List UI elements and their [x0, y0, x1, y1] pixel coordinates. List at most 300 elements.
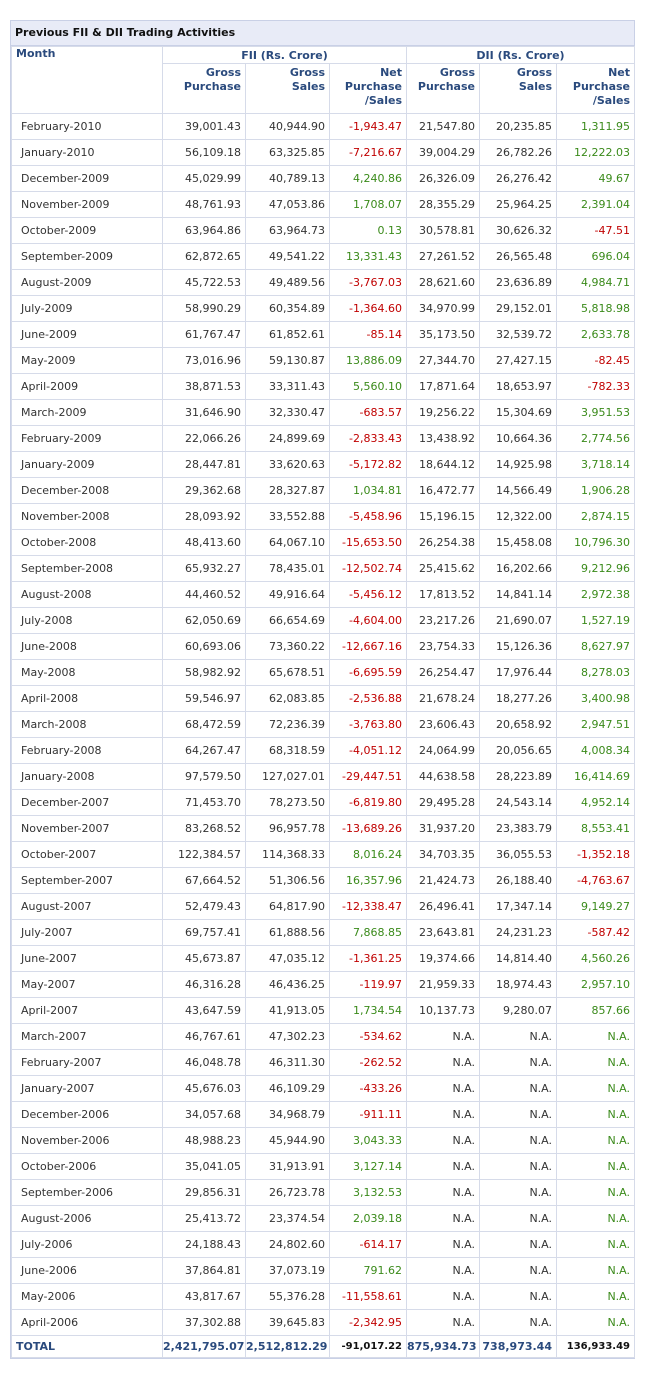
dii-gross-sales-cell: 29,152.01: [480, 296, 557, 322]
dii-gross-purchase-cell: 26,326.09: [407, 166, 480, 192]
dii-gross-purchase-cell: 17,871.64: [407, 374, 480, 400]
dii-gross-purchase-cell: N.A.: [407, 1154, 480, 1180]
dii-gross-sales-cell: 17,976.44: [480, 660, 557, 686]
fii-gross-sales-cell: 37,073.19: [246, 1258, 330, 1284]
fii-net-cell: -433.26: [330, 1076, 407, 1102]
fii-net-cell: -7,216.67: [330, 140, 407, 166]
table-row: [12, 790, 635, 816]
fii-net-cell: -1,364.60: [330, 296, 407, 322]
dii-net-cell: 8,278.03: [557, 660, 635, 686]
fii-gross-purchase-cell: 35,041.05: [163, 1154, 246, 1180]
table-row: [12, 1206, 635, 1232]
fii-gross-purchase-cell: 68,472.59: [163, 712, 246, 738]
dii-gross-purchase-cell: 25,415.62: [407, 556, 480, 582]
month-cell: January-2008: [12, 764, 163, 790]
table-row: [12, 556, 635, 582]
fii-net-header: Net Purchase /Sales: [330, 64, 407, 114]
fii-gross-sales-cell: 63,325.85: [246, 140, 330, 166]
fii-net-cell: -2,536.88: [330, 686, 407, 712]
fii-net-cell: -614.17: [330, 1232, 407, 1258]
month-cell: September-2006: [12, 1180, 163, 1206]
fii-gross-purchase-cell: 45,029.99: [163, 166, 246, 192]
fii-net-cell: -12,667.16: [330, 634, 407, 660]
fii-net-cell: 1,034.81: [330, 478, 407, 504]
fii-gross-purchase-cell: 48,413.60: [163, 530, 246, 556]
fii-gross-purchase-cell: 22,066.26: [163, 426, 246, 452]
month-cell: January-2010: [12, 140, 163, 166]
month-cell: July-2006: [12, 1232, 163, 1258]
dii-gross-sales-cell: 23,636.89: [480, 270, 557, 296]
month-cell: November-2009: [12, 192, 163, 218]
fii-net-cell: 4,240.86: [330, 166, 407, 192]
dii-net-cell: 4,560.26: [557, 946, 635, 972]
fii-gross-sales-cell: 32,330.47: [246, 400, 330, 426]
fii-gross-sales-cell: 46,109.29: [246, 1076, 330, 1102]
fii-gross-sales-cell: 31,913.91: [246, 1154, 330, 1180]
table-row: [12, 452, 635, 478]
total-fii-gross-purchase: 2,421,795.07: [163, 1336, 246, 1358]
fii-gross-sales-cell: 127,027.01: [246, 764, 330, 790]
fii-gross-purchase-cell: 43,817.67: [163, 1284, 246, 1310]
fii-net-cell: -3,763.80: [330, 712, 407, 738]
month-cell: February-2007: [12, 1050, 163, 1076]
dii-gross-sales-cell: 26,276.42: [480, 166, 557, 192]
dii-net-cell: 3,951.53: [557, 400, 635, 426]
fii-net-cell: -3,767.03: [330, 270, 407, 296]
fii-gross-sales-cell: 78,435.01: [246, 556, 330, 582]
table-row: [12, 1128, 635, 1154]
dii-gross-sales-cell: N.A.: [480, 1050, 557, 1076]
month-cell: September-2007: [12, 868, 163, 894]
dii-gross-sales-cell: N.A.: [480, 1102, 557, 1128]
table-row: [12, 816, 635, 842]
dii-net-cell: 2,957.10: [557, 972, 635, 998]
fii-gross-purchase-cell: 58,990.29: [163, 296, 246, 322]
table-row: [12, 1180, 635, 1206]
fii-gross-purchase-cell: 37,302.88: [163, 1310, 246, 1336]
table-row: [12, 1050, 635, 1076]
dii-net-cell: 2,947.51: [557, 712, 635, 738]
fii-gross-purchase-cell: 97,579.50: [163, 764, 246, 790]
dii-gross-sales-cell: 28,223.89: [480, 764, 557, 790]
dii-gross-purchase-cell: 21,547.80: [407, 114, 480, 140]
dii-net-cell: 10,796.30: [557, 530, 635, 556]
table-row: [12, 712, 635, 738]
fii-gross-sales-cell: 51,306.56: [246, 868, 330, 894]
dii-net-cell: 1,311.95: [557, 114, 635, 140]
fii-gross-sales-cell: 49,541.22: [246, 244, 330, 270]
dii-gross-sales-cell: 23,383.79: [480, 816, 557, 842]
fii-net-cell: -262.52: [330, 1050, 407, 1076]
table-row: [12, 218, 635, 244]
fii-gross-sales-cell: 47,302.23: [246, 1024, 330, 1050]
fii-gross-sales-cell: 45,944.90: [246, 1128, 330, 1154]
dii-gross-sales-cell: N.A.: [480, 1284, 557, 1310]
dii-gross-purchase-cell: 19,374.66: [407, 946, 480, 972]
dii-net-cell: N.A.: [557, 1310, 635, 1336]
table-row: [12, 634, 635, 660]
dii-net-cell: -782.33: [557, 374, 635, 400]
dii-gross-purchase-cell: N.A.: [407, 1284, 480, 1310]
month-cell: December-2006: [12, 1102, 163, 1128]
month-cell: December-2008: [12, 478, 163, 504]
table-row: [12, 530, 635, 556]
table-row: [12, 374, 635, 400]
month-cell: November-2007: [12, 816, 163, 842]
fii-net-cell: -11,558.61: [330, 1284, 407, 1310]
fii-gross-purchase-cell: 52,479.43: [163, 894, 246, 920]
fii-gross-sales-cell: 24,802.60: [246, 1232, 330, 1258]
table-row: [12, 1310, 635, 1336]
dii-gross-purchase-cell: N.A.: [407, 1128, 480, 1154]
total-dii-gross-sales: 738,973.44: [480, 1336, 557, 1358]
dii-gross-sales-cell: 32,539.72: [480, 322, 557, 348]
fii-net-cell: -13,689.26: [330, 816, 407, 842]
month-cell: May-2006: [12, 1284, 163, 1310]
month-cell: June-2008: [12, 634, 163, 660]
dii-gross-sales-cell: 14,841.14: [480, 582, 557, 608]
dii-gross-sales-cell: 9,280.07: [480, 998, 557, 1024]
table-row: [12, 738, 635, 764]
fii-gross-purchase-cell: 58,982.92: [163, 660, 246, 686]
dii-gross-purchase-cell: 26,254.47: [407, 660, 480, 686]
table-row: [12, 296, 635, 322]
month-cell: April-2009: [12, 374, 163, 400]
table-row: [12, 660, 635, 686]
fii-net-cell: -5,456.12: [330, 582, 407, 608]
month-cell: January-2009: [12, 452, 163, 478]
dii-gross-purchase-cell: 21,424.73: [407, 868, 480, 894]
dii-gross-sales-cell: 24,543.14: [480, 790, 557, 816]
fii-gross-purchase-cell: 44,460.52: [163, 582, 246, 608]
table-row: [12, 114, 635, 140]
table-row: [12, 842, 635, 868]
fii-gross-purchase-cell: 45,673.87: [163, 946, 246, 972]
fii-gross-sales-cell: 64,067.10: [246, 530, 330, 556]
month-cell: October-2008: [12, 530, 163, 556]
table-row: [12, 140, 635, 166]
fii-group-header: FII (Rs. Crore): [163, 47, 407, 64]
dii-net-cell: N.A.: [557, 1232, 635, 1258]
dii-gross-purchase-cell: 31,937.20: [407, 816, 480, 842]
group-header-row: [12, 47, 635, 64]
month-cell: October-2006: [12, 1154, 163, 1180]
dii-net-cell: 3,400.98: [557, 686, 635, 712]
month-cell: September-2009: [12, 244, 163, 270]
dii-net-cell: 4,984.71: [557, 270, 635, 296]
table-row: [12, 244, 635, 270]
table-row: [12, 764, 635, 790]
dii-net-cell: N.A.: [557, 1206, 635, 1232]
dii-net-cell: 2,633.78: [557, 322, 635, 348]
dii-gross-purchase-cell: 23,643.81: [407, 920, 480, 946]
fii-gross-purchase-cell: 43,647.59: [163, 998, 246, 1024]
fii-gross-sales-cell: 40,789.13: [246, 166, 330, 192]
dii-gross-sales-cell: 30,626.32: [480, 218, 557, 244]
fii-gross-purchase-cell: 46,048.78: [163, 1050, 246, 1076]
month-cell: July-2007: [12, 920, 163, 946]
table-row: [12, 1258, 635, 1284]
dii-net-cell: -587.42: [557, 920, 635, 946]
fii-net-cell: -2,342.95: [330, 1310, 407, 1336]
fii-gross-sales-cell: 78,273.50: [246, 790, 330, 816]
dii-gross-sales-cell: 18,653.97: [480, 374, 557, 400]
dii-gross-purchase-header: Gross Purchase: [407, 64, 480, 114]
fii-gross-purchase-cell: 63,964.86: [163, 218, 246, 244]
dii-net-header: Net Purchase /Sales: [557, 64, 635, 114]
fii-net-cell: 7,868.85: [330, 920, 407, 946]
dii-gross-sales-cell: 20,235.85: [480, 114, 557, 140]
table-row: [12, 1284, 635, 1310]
dii-gross-sales-cell: 27,427.15: [480, 348, 557, 374]
fii-gross-purchase-cell: 37,864.81: [163, 1258, 246, 1284]
dii-gross-purchase-cell: N.A.: [407, 1206, 480, 1232]
table-row: [12, 686, 635, 712]
dii-gross-purchase-cell: N.A.: [407, 1076, 480, 1102]
fii-gross-sales-cell: 66,654.69: [246, 608, 330, 634]
dii-gross-sales-cell: 16,202.66: [480, 556, 557, 582]
fii-net-cell: 791.62: [330, 1258, 407, 1284]
month-cell: December-2009: [12, 166, 163, 192]
dii-gross-purchase-cell: 39,004.29: [407, 140, 480, 166]
fii-gross-purchase-cell: 67,664.52: [163, 868, 246, 894]
fii-gross-sales-cell: 63,964.73: [246, 218, 330, 244]
fii-gross-sales-cell: 61,888.56: [246, 920, 330, 946]
dii-gross-purchase-cell: 23,606.43: [407, 712, 480, 738]
fii-net-cell: -12,338.47: [330, 894, 407, 920]
month-cell: February-2009: [12, 426, 163, 452]
dii-gross-sales-cell: 17,347.14: [480, 894, 557, 920]
dii-net-cell: N.A.: [557, 1258, 635, 1284]
fii-net-cell: 1,734.54: [330, 998, 407, 1024]
fii-net-cell: -6,819.80: [330, 790, 407, 816]
dii-gross-sales-cell: N.A.: [480, 1310, 557, 1336]
fii-net-cell: 3,043.33: [330, 1128, 407, 1154]
dii-net-cell: 1,527.19: [557, 608, 635, 634]
table-row: [12, 270, 635, 296]
table-row: [12, 998, 635, 1024]
dii-gross-sales-cell: 24,231.23: [480, 920, 557, 946]
fii-gross-purchase-cell: 45,722.53: [163, 270, 246, 296]
dii-gross-sales-cell: 36,055.53: [480, 842, 557, 868]
month-cell: February-2008: [12, 738, 163, 764]
month-cell: February-2010: [12, 114, 163, 140]
dii-gross-purchase-cell: 26,496.41: [407, 894, 480, 920]
dii-gross-purchase-cell: 17,813.52: [407, 582, 480, 608]
fii-gross-purchase-cell: 29,856.31: [163, 1180, 246, 1206]
fii-gross-sales-cell: 59,130.87: [246, 348, 330, 374]
fii-net-cell: 2,039.18: [330, 1206, 407, 1232]
total-dii-net: 136,933.49: [557, 1336, 635, 1358]
dii-net-cell: N.A.: [557, 1076, 635, 1102]
month-cell: October-2007: [12, 842, 163, 868]
fii-gross-sales-cell: 49,489.56: [246, 270, 330, 296]
month-cell: January-2007: [12, 1076, 163, 1102]
dii-gross-purchase-cell: N.A.: [407, 1024, 480, 1050]
total-label: TOTAL: [12, 1336, 163, 1358]
dii-net-cell: 696.04: [557, 244, 635, 270]
table-row: [12, 478, 635, 504]
month-cell: April-2006: [12, 1310, 163, 1336]
dii-gross-purchase-cell: 27,261.52: [407, 244, 480, 270]
fii-gross-sales-cell: 23,374.54: [246, 1206, 330, 1232]
fii-gross-purchase-cell: 69,757.41: [163, 920, 246, 946]
fii-gross-purchase-cell: 61,767.47: [163, 322, 246, 348]
dii-gross-sales-cell: 26,188.40: [480, 868, 557, 894]
fii-gross-sales-cell: 47,053.86: [246, 192, 330, 218]
fii-net-cell: 1,708.07: [330, 192, 407, 218]
fii-net-cell: -119.97: [330, 972, 407, 998]
dii-gross-sales-cell: N.A.: [480, 1180, 557, 1206]
dii-gross-sales-cell: 15,304.69: [480, 400, 557, 426]
fii-gross-sales-cell: 60,354.89: [246, 296, 330, 322]
fii-gross-purchase-cell: 38,871.53: [163, 374, 246, 400]
dii-gross-sales-cell: N.A.: [480, 1128, 557, 1154]
dii-gross-sales-cell: 14,925.98: [480, 452, 557, 478]
fii-net-cell: -1,361.25: [330, 946, 407, 972]
fii-gross-sales-cell: 46,311.30: [246, 1050, 330, 1076]
dii-gross-sales-cell: N.A.: [480, 1206, 557, 1232]
fii-gross-sales-cell: 33,552.88: [246, 504, 330, 530]
dii-gross-sales-cell: 20,658.92: [480, 712, 557, 738]
dii-gross-purchase-cell: 27,344.70: [407, 348, 480, 374]
dii-gross-purchase-cell: 44,638.58: [407, 764, 480, 790]
dii-net-cell: N.A.: [557, 1128, 635, 1154]
table-row: [12, 582, 635, 608]
table-row: [12, 608, 635, 634]
dii-net-cell: N.A.: [557, 1024, 635, 1050]
fii-net-cell: -534.62: [330, 1024, 407, 1050]
month-cell: June-2009: [12, 322, 163, 348]
dii-gross-sales-cell: 26,565.48: [480, 244, 557, 270]
table-row: [12, 1024, 635, 1050]
dii-gross-purchase-cell: 28,621.60: [407, 270, 480, 296]
table-row: [12, 1232, 635, 1258]
dii-gross-sales-cell: 20,056.65: [480, 738, 557, 764]
dii-gross-sales-cell: N.A.: [480, 1154, 557, 1180]
fii-gross-sales-cell: 40,944.90: [246, 114, 330, 140]
fii-gross-sales-cell: 34,968.79: [246, 1102, 330, 1128]
fii-gross-purchase-cell: 46,316.28: [163, 972, 246, 998]
fii-gross-purchase-cell: 39,001.43: [163, 114, 246, 140]
dii-gross-purchase-cell: 29,495.28: [407, 790, 480, 816]
table-row: [12, 1076, 635, 1102]
fii-net-cell: 3,127.14: [330, 1154, 407, 1180]
dii-net-cell: 8,553.41: [557, 816, 635, 842]
month-cell: March-2008: [12, 712, 163, 738]
fii-gross-purchase-cell: 48,988.23: [163, 1128, 246, 1154]
fii-net-cell: 5,560.10: [330, 374, 407, 400]
table-row: [12, 894, 635, 920]
fii-gross-purchase-cell: 60,693.06: [163, 634, 246, 660]
month-cell: March-2009: [12, 400, 163, 426]
dii-net-cell: N.A.: [557, 1102, 635, 1128]
fii-gross-purchase-cell: 62,050.69: [163, 608, 246, 634]
dii-gross-sales-cell: 14,814.40: [480, 946, 557, 972]
dii-net-cell: 4,008.34: [557, 738, 635, 764]
fii-gross-purchase-header: Gross Purchase: [163, 64, 246, 114]
fii-net-cell: -6,695.59: [330, 660, 407, 686]
fii-gross-purchase-cell: 56,109.18: [163, 140, 246, 166]
dii-gross-purchase-cell: 30,578.81: [407, 218, 480, 244]
table-row: [12, 1102, 635, 1128]
fii-gross-purchase-cell: 83,268.52: [163, 816, 246, 842]
fii-gross-sales-cell: 61,852.61: [246, 322, 330, 348]
dii-net-cell: N.A.: [557, 1154, 635, 1180]
month-cell: October-2009: [12, 218, 163, 244]
fii-gross-sales-cell: 114,368.33: [246, 842, 330, 868]
month-cell: August-2009: [12, 270, 163, 296]
table-row: [12, 946, 635, 972]
fii-net-cell: 16,357.96: [330, 868, 407, 894]
dii-gross-sales-cell: N.A.: [480, 1258, 557, 1284]
dii-gross-purchase-cell: N.A.: [407, 1258, 480, 1284]
fii-net-cell: -12,502.74: [330, 556, 407, 582]
trading-table: [11, 46, 635, 1358]
fii-gross-sales-cell: 24,899.69: [246, 426, 330, 452]
dii-gross-purchase-cell: 10,137.73: [407, 998, 480, 1024]
fii-net-cell: -683.57: [330, 400, 407, 426]
month-cell: March-2007: [12, 1024, 163, 1050]
fii-gross-sales-cell: 68,318.59: [246, 738, 330, 764]
dii-gross-purchase-cell: 34,970.99: [407, 296, 480, 322]
dii-gross-sales-cell: N.A.: [480, 1232, 557, 1258]
dii-gross-sales-cell: N.A.: [480, 1076, 557, 1102]
month-cell: April-2008: [12, 686, 163, 712]
dii-net-cell: 2,391.04: [557, 192, 635, 218]
dii-gross-purchase-cell: 19,256.22: [407, 400, 480, 426]
fii-net-cell: -5,172.82: [330, 452, 407, 478]
fii-net-cell: 13,331.43: [330, 244, 407, 270]
fii-gross-purchase-cell: 122,384.57: [163, 842, 246, 868]
dii-net-cell: 9,149.27: [557, 894, 635, 920]
dii-gross-sales-cell: 25,964.25: [480, 192, 557, 218]
fii-gross-sales-header: Gross Sales: [246, 64, 330, 114]
fii-net-cell: 0.13: [330, 218, 407, 244]
dii-gross-sales-cell: 15,126.36: [480, 634, 557, 660]
fii-gross-sales-cell: 96,957.78: [246, 816, 330, 842]
fii-net-cell: -2,833.43: [330, 426, 407, 452]
total-fii-net: -91,017.22: [330, 1336, 407, 1358]
dii-gross-purchase-cell: 16,472.77: [407, 478, 480, 504]
dii-gross-purchase-cell: N.A.: [407, 1050, 480, 1076]
dii-net-cell: 2,774.56: [557, 426, 635, 452]
total-row: [12, 1336, 635, 1358]
dii-net-cell: -1,352.18: [557, 842, 635, 868]
dii-net-cell: N.A.: [557, 1284, 635, 1310]
month-cell: July-2008: [12, 608, 163, 634]
dii-gross-purchase-cell: N.A.: [407, 1232, 480, 1258]
fii-gross-sales-cell: 46,436.25: [246, 972, 330, 998]
panel-title: Previous FII & DII Trading Activities: [11, 21, 634, 46]
table-row: [12, 868, 635, 894]
table-row: [12, 504, 635, 530]
fii-gross-purchase-cell: 65,932.27: [163, 556, 246, 582]
fii-gross-purchase-cell: 45,676.03: [163, 1076, 246, 1102]
month-cell: May-2008: [12, 660, 163, 686]
dii-net-cell: -82.45: [557, 348, 635, 374]
dii-gross-purchase-cell: 21,678.24: [407, 686, 480, 712]
fii-gross-sales-cell: 62,083.85: [246, 686, 330, 712]
dii-gross-purchase-cell: 18,644.12: [407, 452, 480, 478]
month-cell: August-2006: [12, 1206, 163, 1232]
month-cell: November-2006: [12, 1128, 163, 1154]
dii-net-cell: 857.66: [557, 998, 635, 1024]
month-cell: June-2007: [12, 946, 163, 972]
fii-gross-purchase-cell: 46,767.61: [163, 1024, 246, 1050]
table-row: [12, 972, 635, 998]
fii-gross-purchase-cell: 64,267.47: [163, 738, 246, 764]
